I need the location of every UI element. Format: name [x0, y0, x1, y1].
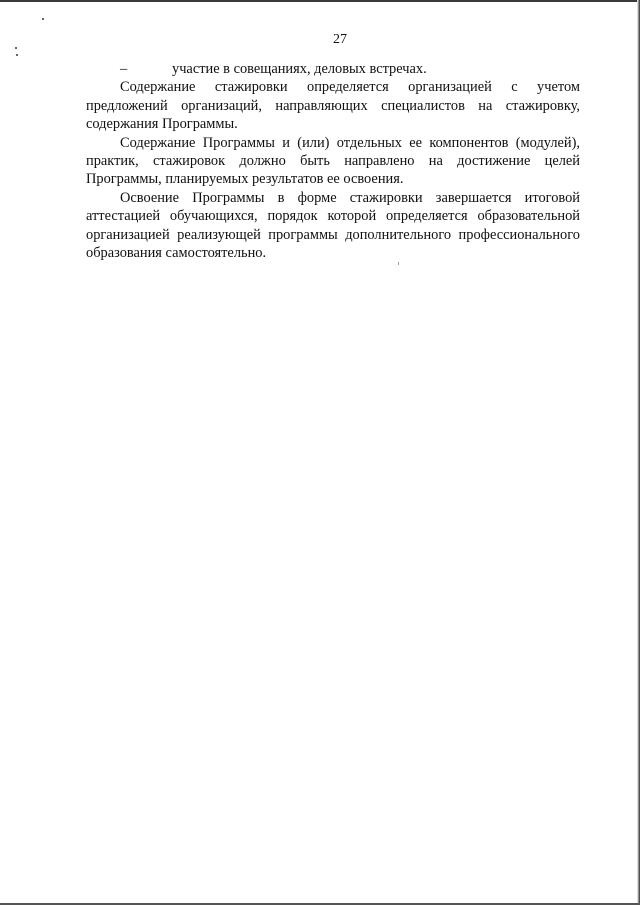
scan-speck — [42, 18, 44, 20]
bullet-marker: – — [120, 61, 128, 77]
paragraph-program-content: Содержание Программы и (или) отдельных ее компонентов (модулей), практик, стажировок должно быть направлено на достижение целей Программы, планируемых результатов ее освоения. — [86, 134, 580, 188]
scan-edge-top — [0, 0, 640, 2]
scan-speck — [16, 54, 18, 56]
bullet-item — [86, 60, 580, 78]
paragraph-final-attestation: Освоение Программы в форме стажировки завершается итоговой аттестацией обучающихся, порядок которой определяется образовательной организацией реализующей программы дополнительного профессионального образования самостоятельно. — [86, 189, 580, 262]
page-number: 27 — [333, 32, 347, 47]
document-body — [86, 60, 580, 262]
paragraph-internship-content: Содержание стажировки определяется организацией с учетом предложений организаций, направляющих специалистов на стажировку, содержания Программы. — [86, 79, 580, 133]
bullet-text: участие в совещаниях, деловых встречах. — [172, 61, 427, 77]
